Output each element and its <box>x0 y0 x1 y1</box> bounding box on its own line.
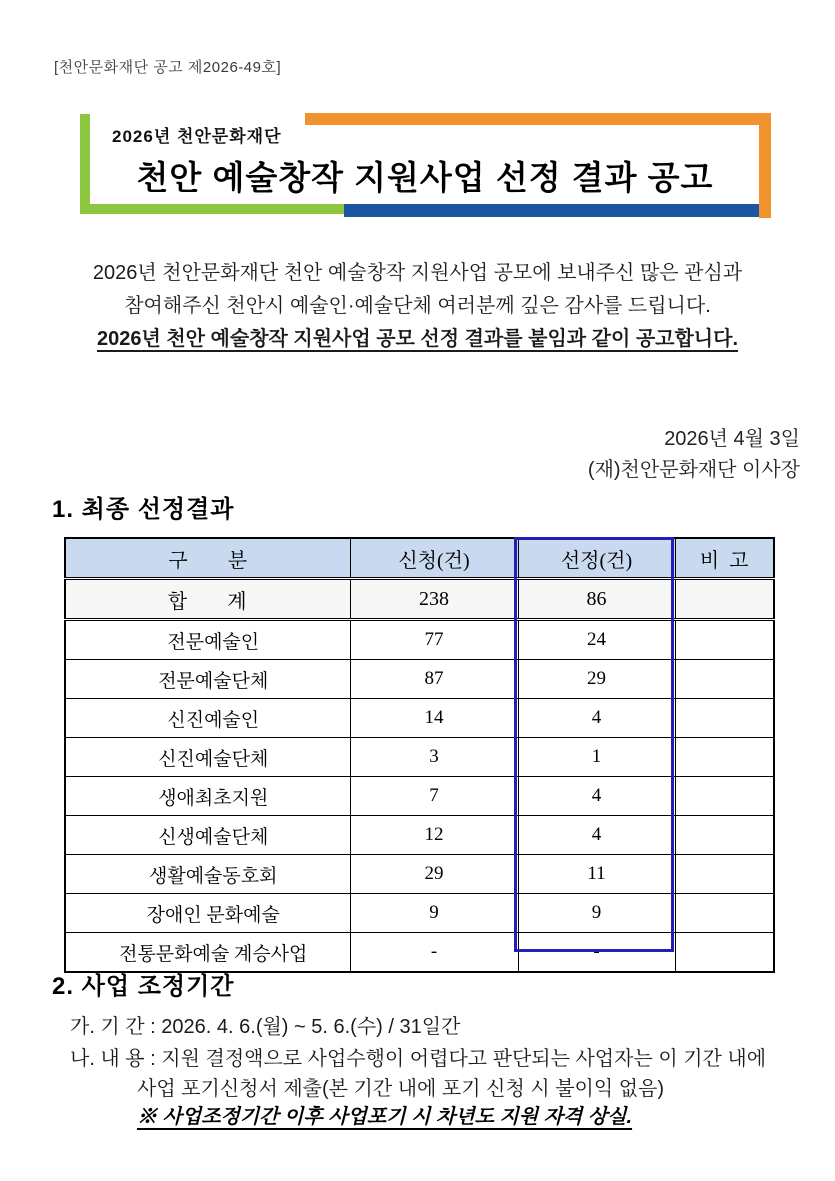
row-label: 생활예술동호회 <box>65 855 350 894</box>
green-left-bar <box>80 114 90 214</box>
col-header-category: 구 분 <box>65 538 350 579</box>
section2-warning-note: ※ 사업조정기간 이후 사업포기 시 차년도 지원 자격 상실. <box>137 1106 633 1128</box>
row-label: 신생예술단체 <box>65 816 350 855</box>
section2-heading: 2. 사업 조정기간 <box>52 973 235 1000</box>
intro-line-2: 참여해주신 천안시 예술인·예술단체 여러분께 깊은 감사를 드립니다. <box>124 295 711 317</box>
row-note <box>675 816 774 855</box>
green-bottom-bar <box>80 204 344 214</box>
row-selected: 86 <box>518 579 675 620</box>
table-row <box>65 738 774 777</box>
row-applied: 87 <box>350 660 518 699</box>
row-label: 전통문화예술 계승사업 <box>65 933 350 973</box>
intro-line-1: 2026년 천안문화재단 천안 예술창작 지원사업 공모에 보내주신 많은 관심과 <box>92 262 743 284</box>
row-label: 생애최초지원 <box>65 777 350 816</box>
row-note <box>675 738 774 777</box>
row-label: 신진예술인 <box>65 699 350 738</box>
row-applied: 7 <box>350 777 518 816</box>
row-applied: 77 <box>350 620 518 660</box>
row-note <box>675 894 774 933</box>
page-title: 천안 예술창작 지원사업 선정 결과 공고 <box>136 159 714 196</box>
col-header-note: 비 고 <box>675 538 774 579</box>
row-applied: - <box>350 933 518 973</box>
row-applied: 14 <box>350 699 518 738</box>
section2-content-line: 나. 내 용 : 지원 결정액으로 사업수행이 어렵다고 판단되는 사업자는 이 기간 내에 <box>70 1048 767 1070</box>
intro-paragraph <box>40 257 795 356</box>
row-selected: 4 <box>518 699 675 738</box>
row-selected: 11 <box>518 855 675 894</box>
row-applied: 12 <box>350 816 518 855</box>
row-note <box>675 933 774 973</box>
col-header-selected: 선정(건) <box>518 538 675 579</box>
row-note <box>675 855 774 894</box>
table-row <box>65 816 774 855</box>
row-selected: 4 <box>518 777 675 816</box>
row-selected: 9 <box>518 894 675 933</box>
intro-line-3: 2026년 천안 예술창작 지원사업 공모 선정 결과를 붙임과 같이 공고합니다. <box>96 328 739 350</box>
signer: (재)천안문화재단 이사장 <box>587 459 800 481</box>
table-header-row <box>65 538 774 579</box>
row-applied: 238 <box>350 579 518 620</box>
table-row-total <box>65 579 774 620</box>
row-note <box>675 777 774 816</box>
row-selected: 1 <box>518 738 675 777</box>
row-applied: 29 <box>350 855 518 894</box>
row-label: 전문예술인 <box>65 620 350 660</box>
selection-result-table <box>64 537 773 965</box>
section2-content-line-2: 사업 포기신청서 제출(본 기간 내에 포기 신청 시 불이익 없음) <box>137 1078 665 1100</box>
row-label: 신진예술단체 <box>65 738 350 777</box>
table-row <box>65 855 774 894</box>
row-selected: - <box>518 933 675 973</box>
row-selected: 24 <box>518 620 675 660</box>
notice-number: [천안문화재단 공고 제2026-49호] <box>54 59 282 76</box>
signature-block <box>380 424 800 486</box>
row-applied: 3 <box>350 738 518 777</box>
orange-right-bar <box>759 113 771 218</box>
row-label: 합 계 <box>65 579 350 620</box>
table-row <box>65 777 774 816</box>
table-row <box>65 620 774 660</box>
row-note <box>675 579 774 620</box>
row-selected: 4 <box>518 816 675 855</box>
col-header-applied: 신청(건) <box>350 538 518 579</box>
orange-top-bar <box>305 113 771 125</box>
blue-bottom-bar <box>344 204 760 217</box>
row-note <box>675 699 774 738</box>
organization-line: 2026년 천안문화재단 <box>112 127 282 146</box>
row-selected: 29 <box>518 660 675 699</box>
row-note <box>675 660 774 699</box>
row-applied: 9 <box>350 894 518 933</box>
announcement-date: 2026년 4월 3일 <box>664 428 800 450</box>
row-label: 전문예술단체 <box>65 660 350 699</box>
row-note <box>675 620 774 660</box>
table-row <box>65 660 774 699</box>
section1-heading: 1. 최종 선정결과 <box>52 496 235 523</box>
section2-period-line: 가. 기 간 : 2026. 4. 6.(월) ~ 5. 6.(수) / 31일간 <box>70 1016 461 1038</box>
table-row <box>65 894 774 933</box>
table-row <box>65 699 774 738</box>
row-label: 장애인 문화예술 <box>65 894 350 933</box>
